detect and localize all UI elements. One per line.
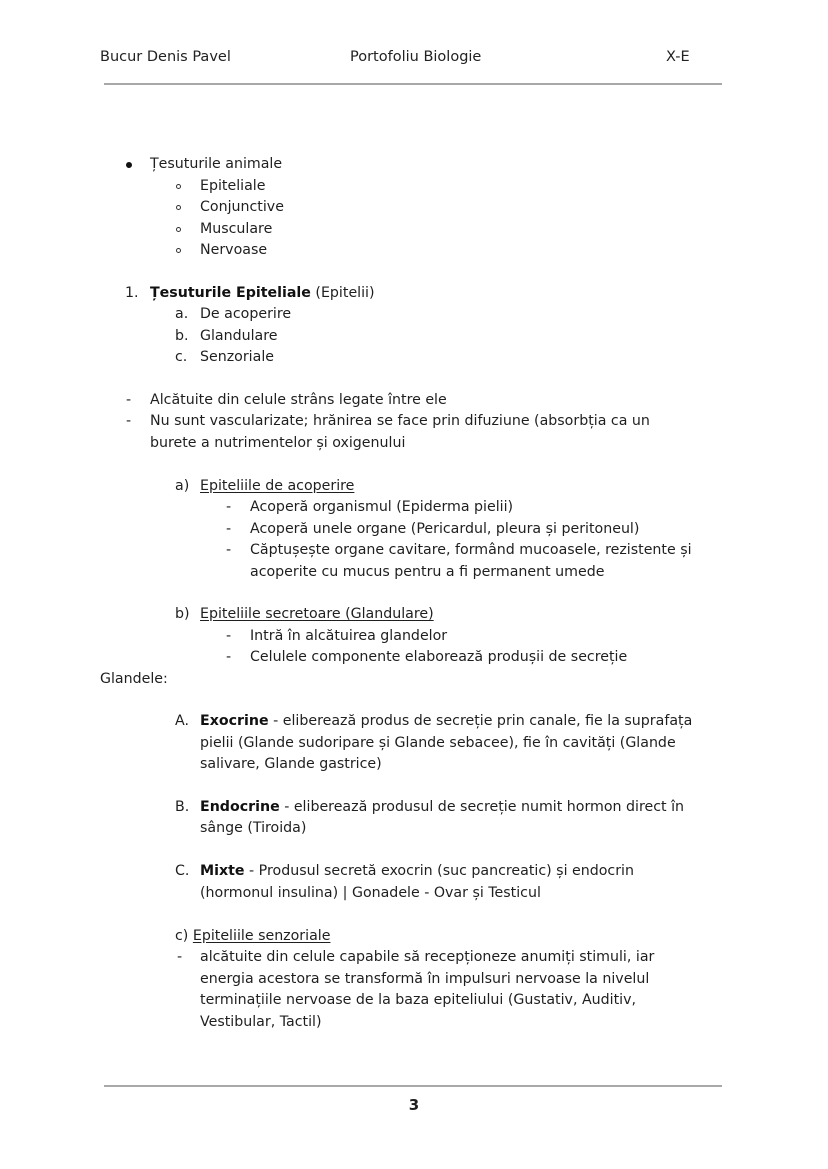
circle-bullet-icon	[176, 184, 181, 189]
subsection-heading-text: Epiteliile de acoperire	[200, 478, 355, 494]
gland-marker: B.	[175, 799, 190, 815]
dash-marker: -	[226, 628, 232, 644]
circle-bullet-icon	[176, 227, 181, 232]
type-marker: b.	[175, 328, 189, 344]
gland-desc: - eliberează produs de secreție prin canale, fie la suprafața	[268, 713, 693, 729]
header-title: Portofoliu Biologie	[350, 49, 482, 65]
subsection-heading-text: Epiteliile secretoare (Glandulare)	[200, 606, 434, 622]
item-line: Intră în alcătuirea glandelor	[250, 628, 448, 644]
page-number: 3	[408, 1096, 420, 1114]
dash-marker: -	[226, 542, 232, 558]
gland-line: salivare, Glande gastrice)	[200, 756, 382, 772]
subsection-marker: c)	[175, 928, 189, 944]
gland-line: sânge (Tiroida)	[200, 820, 307, 836]
type-label: Glandulare	[200, 328, 278, 344]
item-line: acoperite cu mucus pentru a fi permanent umede	[250, 564, 605, 580]
header-divider	[104, 83, 722, 85]
type-marker: a.	[175, 306, 189, 322]
header-author: Bucur Denis Pavel	[100, 49, 231, 65]
subsection-heading	[200, 476, 354, 498]
subsection-heading	[175, 926, 330, 948]
gland-marker: A.	[175, 713, 189, 729]
gland-desc: - eliberează produsul de secreție numit hormon direct în	[279, 799, 685, 815]
gland-line: (hormonul insulina) | Gonadele - Ovar și Testicul	[200, 885, 541, 901]
intro-bullet: Țesuturile animale	[150, 156, 283, 172]
intro-sub-item: Epiteliale	[200, 178, 266, 194]
item-line: Acoperă organismul (Epiderma pielii)	[250, 499, 514, 515]
gland-marker: C.	[175, 863, 190, 879]
gland-name: Endocrine	[200, 799, 280, 815]
gland-name: Mixte	[200, 863, 245, 879]
item-line: Vestibular, Tactil)	[200, 1014, 322, 1030]
property-line: Alcătuite din celule strâns legate între ele	[150, 392, 447, 408]
section-number: 1.	[125, 285, 139, 301]
gland-desc: - Produsul secretă exocrin (suc pancreatic) și endocrin	[244, 863, 634, 879]
gland-line	[200, 861, 634, 883]
intro-sub-item: Musculare	[200, 221, 273, 237]
footer-divider	[104, 1085, 722, 1087]
subsection-heading-text: Epiteliile senzoriale	[192, 928, 331, 944]
gland-line	[200, 797, 684, 819]
property-line: Nu sunt vascularizate; hrănirea se face prin difuziune (absorbția ca un	[150, 413, 650, 429]
item-line: energia acestora se transformă în impulsuri nervoase la nivelul	[200, 971, 650, 987]
item-line: Acoperă unele organe (Pericardul, pleura și peritoneul)	[250, 521, 640, 537]
glands-label: Glandele:	[100, 671, 168, 687]
type-label: De acoperire	[200, 306, 292, 322]
subsection-marker: b)	[175, 606, 190, 622]
item-line: terminațiile nervoase de la baza epiteliului (Gustativ, Auditiv,	[200, 992, 637, 1008]
dash-marker: -	[126, 392, 132, 408]
circle-bullet-icon	[176, 248, 181, 253]
dash-marker: -	[226, 521, 232, 537]
intro-sub-item: Conjunctive	[200, 199, 284, 215]
gland-line: pielii (Glande sudoripare și Glande sebacee), fie în cavități (Glande	[200, 735, 676, 751]
subsection-heading	[200, 604, 434, 626]
header-class: X-E	[666, 49, 690, 65]
dash-marker: -	[226, 499, 232, 515]
bullet-icon	[126, 162, 132, 168]
section-title	[150, 283, 375, 305]
intro-sub-item: Nervoase	[200, 242, 268, 258]
dash-marker: -	[177, 949, 183, 965]
section-title-bold: Țesuturile Epiteliale	[150, 285, 311, 301]
gland-line	[200, 711, 692, 733]
item-line: alcătuite din celule capabile să recepționeze anumiți stimuli, iar	[200, 949, 655, 965]
subsection-marker: a)	[175, 478, 190, 494]
gland-name: Exocrine	[200, 713, 269, 729]
dash-marker: -	[126, 413, 132, 429]
type-label: Senzoriale	[200, 349, 274, 365]
item-line: Căptușește organe cavitare, formând mucoasele, rezistente și	[250, 542, 692, 558]
type-marker: c.	[175, 349, 188, 365]
dash-marker: -	[226, 649, 232, 665]
section-title-rest: (Epitelii)	[310, 285, 375, 301]
item-line: Celulele componente elaborează produșii de secreție	[250, 649, 628, 665]
property-line: burete a nutrimentelor și oxigenului	[150, 435, 406, 451]
circle-bullet-icon	[176, 205, 181, 210]
